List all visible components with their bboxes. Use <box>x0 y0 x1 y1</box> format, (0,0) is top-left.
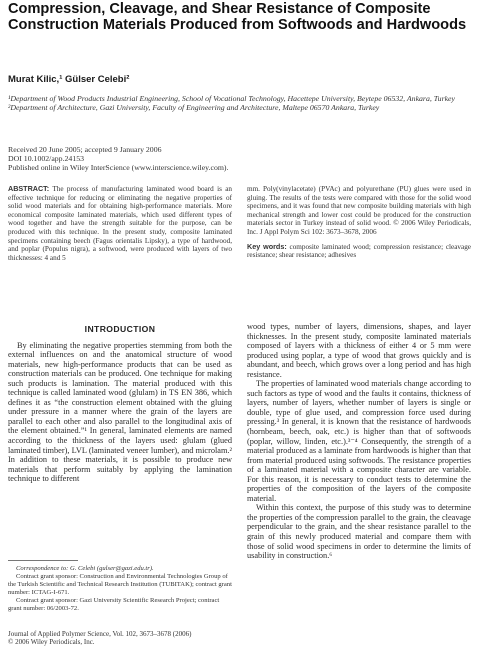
abstract-text-left: The process of manufacturing laminated wood board is an effective technique for reducing or eliminating the negative properties of solid wood materials and for obtaining high-performance materials. More economical composite laminated materials, which used different types of wood together and have the strength suitable for the purpose, can be produced with this technique. In the present study, composite laminated specimens containing beech (Fagus orientalis Lipsky), a type of hardwood, and poplar (Populus nigra), a softwood, were produced with layers of two thicknesses: 4 and 5 <box>8 185 232 262</box>
received-date: Received 20 June 2005; accepted 9 January 2006 <box>8 145 162 154</box>
abstract-block <box>8 185 471 301</box>
body-paragraph: wood types, number of layers, dimensions, shapes, and layer thicknesses. In the present study, composite laminated materials composed of layers with a thickness of either 4 or 5 mm were produced using poplar, a type of wood that grows quickly and is abundant, and beech, which grows over a long period and has high resistance. <box>247 322 471 379</box>
abstract-text-right: mm. Poly(vinylacetate) (PVAc) and polyurethane (PU) glues were used in gluing. The results of the tests were compared with those for the solid wood specimens, and it was found that new composite building materials with high mechanical strength and lower cost could be produced for the construction materials sector in Turkey instead of solid wood. © 2006 Wiley Periodicals, Inc. J Appl Polym Sci 102: 3673–3678, 2006 <box>247 185 471 236</box>
body-column-left <box>8 322 232 484</box>
abstract-column-left <box>8 185 232 262</box>
paper-title: Compression, Cleavage, and Shear Resistance of Composite Construction Materials Produced from Softwoods and Hardwoods <box>8 1 467 33</box>
footnotes <box>8 560 232 612</box>
body-paragraph: Within this context, the purpose of this study was to determine the properties of the compression parallel to the grain, the cleavage perpendicular to the grain, and the shear resistance parallel to the grain of this newly produced material and compare them with those of solid wood specimens in order to determine the limits of usability in construction.⁶ <box>247 503 471 561</box>
keywords-block <box>247 243 471 260</box>
affiliation-2: ²Department of Architecture, Gazi University, Faculty of Engineering and Architecture, Maltepe 06570 Ankara, Turkey <box>8 103 380 113</box>
grant-note-2: Contract grant sponsor: Gazi University Scientific Research Project; contract grant number: 06/2003-72. <box>8 596 220 612</box>
journal-line: Journal of Applied Polymer Science, Vol. 102, 3673–3678 (2006) <box>8 630 192 638</box>
grant-note-1: Contract grant sponsor: Construction and Environmental Technologies Group of the Turkish Scientific and Technical Research Institution (TUBITAK); contract grant number: ICTAG-I-671. <box>8 572 232 596</box>
abstract-label: ABSTRACT: <box>8 184 50 193</box>
copyright-line: © 2006 Wiley Periodicals, Inc. <box>8 638 95 647</box>
journal-citation <box>8 630 232 647</box>
affiliations <box>8 94 471 112</box>
keywords-label: Key words: <box>247 241 287 251</box>
affiliation-1: ¹Department of Wood Products Industrial Engineering, School of Vocational Technology, Hacettepe University, Beytepe 06532, Ankara, Turkey <box>8 94 455 103</box>
body-paragraph: By eliminating the negative properties stemming from both the external influences on and the anatomical structure of wood materials, new high-performance products that can be used as construction materials can be produced. One technique for making such products is lamination. The material produced with this technique is called laminated wood (glulam) in TS EN 386, which defines it as “the construction element obtained with the gluing under pressure in a manner where the grain of the layers are parallel to each other and also parallel to the longitudinal axis of the element obtained.”¹ In general, laminated elements are named according to the thickness of the layers used: glulam (glued laminated timber), LVL (laminated veneer lumber), and microlam.² In addition to these materials, it is possible to produce new materials that perform suitably by applying the lamination technique to different <box>8 340 232 484</box>
publication-dates <box>8 145 471 173</box>
section-heading-introduction: INTRODUCTION <box>84 324 156 334</box>
abstract-column-right <box>247 185 471 260</box>
author-list: Murat Kilic,¹ Gülser Celebi² <box>8 74 130 85</box>
doi-line: DOI 10.1002/app.24153 <box>8 154 85 164</box>
published-line: Published online in Wiley InterScience (www.interscience.wiley.com). <box>8 163 229 173</box>
correspondence-note: Correspondence to: G. Celebi (gulser@gazi.edu.tr). <box>16 565 154 572</box>
body-column-right <box>247 322 471 561</box>
keywords-text: composite laminated wood; compression resistance; cleavage resistance; shear resistance; adhesives <box>247 242 472 260</box>
body-paragraph: The properties of laminated wood materials change according to such factors as type of wood and the faults it contains, thickness of layers, number of layers, whether number of layers is single or double, type of glue used, and compression force used during pressing.³ In general, it is known that the resistance of hardwoods (hornbeam, beech, oak, etc.) is higher than that of softwoods (poplar, willow, linden, etc.).³⁻⁴ Consequently, the strength of a material produced as a laminate from hardwoods is higher than that from material produced using softwoods. The resistance properties of a laminated material with a composite character are variable. For this reason, it is necessary to conduct tests to determine the properties of the composition of the layers of the composite material. <box>247 379 471 503</box>
footnote-rule <box>8 560 78 561</box>
